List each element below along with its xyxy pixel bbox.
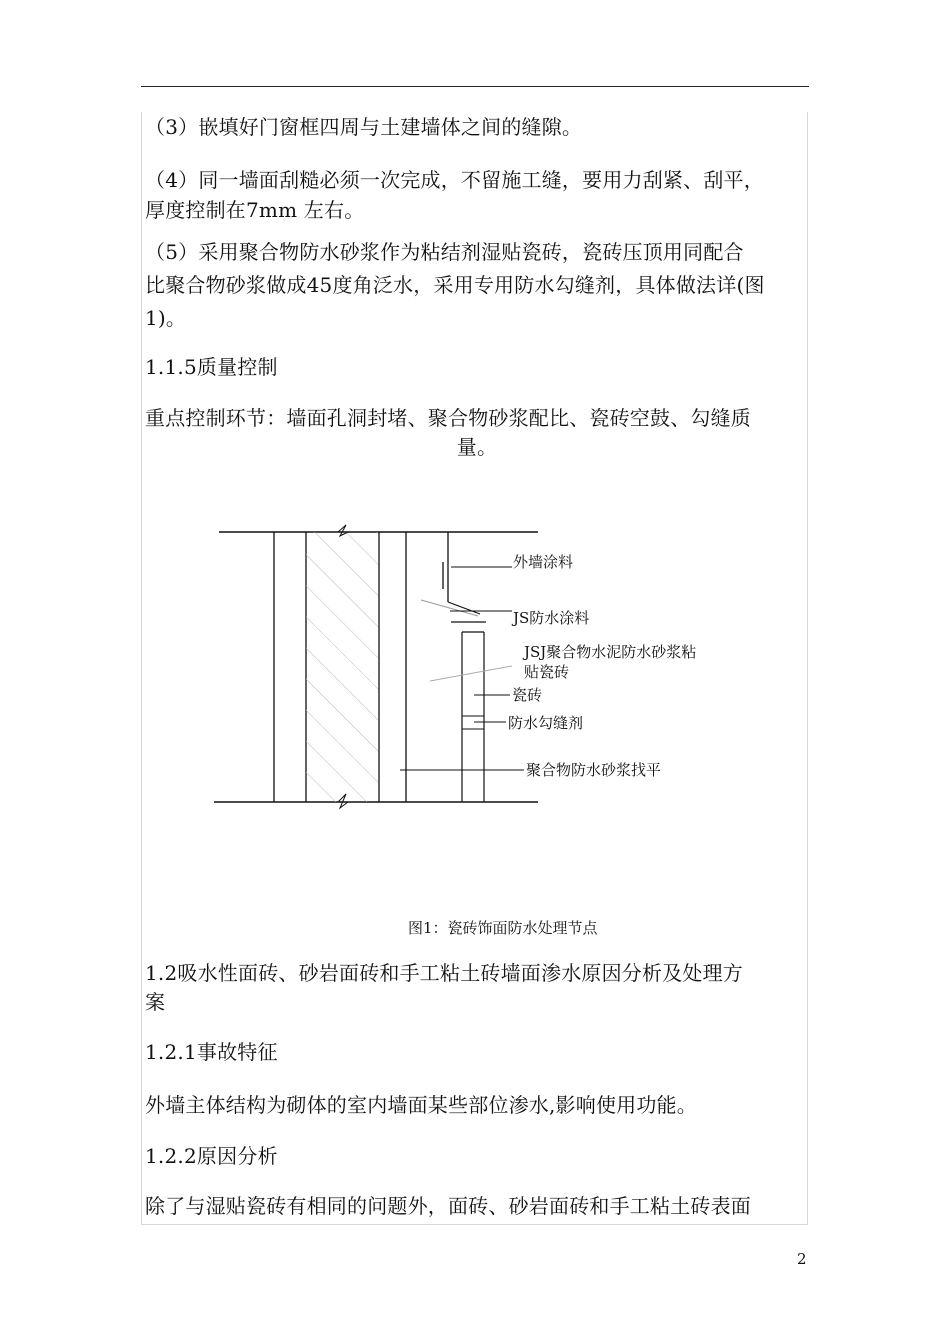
incident-features-text: 外墙主体结构为砌体的室内墙面某些部位渗水,影响使用功能。 bbox=[145, 1093, 697, 1117]
paragraph-item-5-line-1: （5）采用聚合物防水砂浆作为粘结剂湿贴瓷砖，瓷砖压顶用同配合 bbox=[145, 240, 744, 264]
label-js-waterproof-coating: JS防水涂料 bbox=[513, 609, 590, 627]
section-heading-1-2-2: 1.2.2原因分析 bbox=[145, 1144, 278, 1168]
label-polymer-leveling-mortar: 聚合物防水砂浆找平 bbox=[526, 761, 662, 779]
section-heading-1-1-5: 1.1.5质量控制 bbox=[145, 355, 278, 379]
cause-analysis-text: 除了与湿贴瓷砖有相同的问题外，面砖、砂岩面砖和手工粘土砖表面 bbox=[145, 1194, 751, 1218]
paragraph-item-5-line-2: 比聚合物砂浆做成45度角泛水，采用专用防水勾缝剂，具体做法详(图 bbox=[145, 273, 765, 297]
label-exterior-wall-coating: 外墙涂料 bbox=[513, 553, 574, 571]
label-jsj-mortar-line-2: 贴瓷砖 bbox=[524, 663, 570, 681]
section-heading-1-2-line-1: 1.2吸水性面砖、砂岩面砖和手工粘土砖墙面渗水原因分析及处理方 bbox=[145, 961, 744, 985]
paragraph-item-4-line-1: （4）同一墙面刮糙必须一次完成，不留施工缝，要用力刮紧、刮平， bbox=[145, 168, 764, 192]
paragraph-item-3: （3）嵌填好门窗框四周与土建墙体之间的缝隙。 bbox=[145, 115, 583, 139]
diagram-labels bbox=[508, 553, 696, 779]
paragraph-item-4-line-2: 厚度控制在7mm 左右。 bbox=[145, 198, 365, 222]
label-jsj-mortar-line-1: JSJ聚合物水泥防水砂浆粘 bbox=[524, 643, 697, 661]
label-waterproof-grout: 防水勾缝剂 bbox=[508, 714, 584, 732]
page-number: 2 bbox=[797, 1250, 807, 1268]
section-heading-1-2-line-2: 案 bbox=[145, 990, 166, 1014]
quality-control-line-1: 重点控制环节：墙面孔洞封堵、聚合物砂浆配比、瓷砖空鼓、勾缝质 bbox=[145, 406, 751, 430]
finish-layers bbox=[421, 532, 486, 802]
quality-control-line-2: 量。 bbox=[456, 435, 498, 459]
section-heading-1-2-1: 1.2.1事故特征 bbox=[145, 1040, 278, 1064]
figure-caption: 图1：瓷砖饰面防水处理节点 bbox=[408, 919, 598, 937]
paragraph-item-5-line-3: 1)。 bbox=[145, 306, 187, 330]
label-ceramic-tile: 瓷砖 bbox=[512, 686, 543, 704]
